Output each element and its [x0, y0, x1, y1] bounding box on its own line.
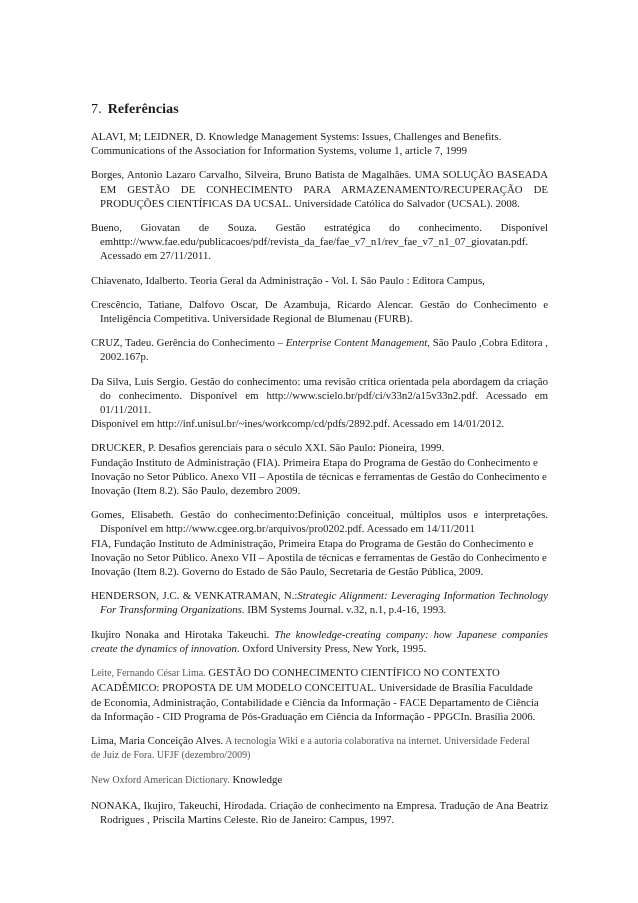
- reference-author: Lima, Maria Conceição Alves.: [91, 734, 224, 747]
- reference-line: ALAVI, M; LEIDNER, D. Knowledge Management Systems: Issues, Challenges and Benefits.: [91, 131, 502, 143]
- reference-oxford: [91, 773, 548, 788]
- reference-line: Inovação no Setor Público. Anexo VII – Apostila de técnicas e ferramentas de Gestão do Conhecimento e: [91, 551, 547, 564]
- reference-gomes: [91, 508, 548, 579]
- reference-cruz: [91, 336, 548, 364]
- reference-lima: [91, 734, 548, 763]
- reference-text: [91, 628, 548, 656]
- reference-line: Fundação Instituto de Administração (FIA). Primeira Etapa do Programa de Gestão do Conhecimento e: [91, 456, 538, 469]
- reference-line: [91, 666, 548, 681]
- reference-line: Inovação (Item 8.2). São Paulo, dezembro 2009.: [91, 485, 301, 498]
- reference-segment: Knowledge: [229, 774, 283, 787]
- reference-line: da Informação - CID Programa de Pós-Graduação em Ciência da Informação - PPGCIn. Brasília 2006.: [91, 710, 536, 723]
- reference-line: ACADÊMICO: PROPOSTA DE UM MODELO CONCEITUAL. Universidade de Brasília Faculdade: [91, 682, 533, 695]
- section-number: 7.: [91, 102, 102, 117]
- reference-leite: [91, 666, 548, 724]
- reference-italic: The knowledge-creating company: how Japanese companies create the dynamics of innovation: [91, 628, 548, 655]
- reference-segment: Ikujiro Nonaka and Hirotaka Takeuchi.: [91, 628, 275, 641]
- reference-text: Gomes, Elisabeth. Gestão do conhecimento:Definição conceitual, múltiplos usos e interpretações. Disponível em http://www.cgee.org.br/arquivos/pro0202.pdf. Acessado em 14/11/2011: [91, 509, 548, 536]
- reference-italic: Strategic Alignment: Leveraging Information Technology For Transforming Organizations: [100, 590, 548, 617]
- section-title: Referências: [107, 102, 179, 117]
- reference-segment: . IBM Systems Journal. v.32, n.1, p.4-16, 1993.: [241, 604, 447, 617]
- reference-alavi: [91, 130, 548, 158]
- reference-line: DRUCKER, P. Desafios gerenciais para o século XXI. São Paulo: Pioneira, 1999.: [91, 442, 445, 455]
- reference-crescencio: [91, 298, 548, 326]
- reference-bueno: [91, 221, 548, 264]
- reference-borges: [91, 168, 548, 211]
- reference-line: Disponível em http://inf.unisul.br/~ines/workcomp/cd/pdfs/2892.pdf. Acessado em 14/01/2012.: [91, 418, 505, 431]
- reference-line: FIA, Fundação Instituto de Administração, Primeira Etapa do Programa de Gestão do Conhecimento e: [91, 537, 534, 550]
- reference-henderson: [91, 589, 548, 617]
- reference-italic: Enterprise Content Management: [285, 337, 428, 350]
- reference-segment: , São Paulo ,Cobra Editora , 2002.167p.: [100, 337, 548, 364]
- reference-nonaka-takeuchi: [91, 628, 548, 656]
- reference-line: de Juiz de Fora. UFJF (dezembro/2009): [91, 750, 251, 762]
- reference-segment: HENDERSON, J.C. & VENKATRAMAN, N.:: [91, 590, 298, 603]
- reference-chiavenato: [91, 274, 548, 288]
- section-heading: [91, 102, 548, 118]
- reference-line: de Economia, Administração, Contabilidade e Ciência da Informação - FACE Departamento de Ciência: [91, 696, 539, 709]
- reference-text: Bueno, Giovatan de Souza. Gestão estratégica do conhecimento. Disponível emhttp://www.fae.edu/publicacoes/pdf/revista_da_fae/fae_v7_n1/rev_fae_v7_n1_07_giovatan.pdf. Acessado em 27/11/2011.: [91, 222, 548, 263]
- reference-drucker: [91, 441, 548, 498]
- reference-line: [91, 773, 548, 788]
- reference-text: [91, 336, 548, 364]
- reference-text: Borges, Antonio Lazaro Carvalho, Silveira, Bruno Batista de Magalhães. UMA SOLUÇÃO BASEADA EM GESTÃO DE CONHECIMENTO PARA ARMAZENAMENTO/RECUPERAÇÃO DE PRODUÇÕES CIENTÍFICAS DA UCSAL. Universidade Católica do Salvador (UCSAL). 2008.: [91, 169, 548, 210]
- reference-title: New Oxford American Dictionary.: [91, 775, 230, 787]
- reference-segment: . Oxford University Press, New York, 1995.: [236, 642, 427, 655]
- reference-line: Inovação no Setor Público. Anexo VII – Apostila de técnicas e ferramentas de Gestão do Conhecimento e: [91, 470, 547, 483]
- reference-segment: CRUZ, Tadeu. Gerência do Conhecimento –: [91, 337, 286, 350]
- reference-text: NONAKA, Ikujiro, Takeuchi, Hirodada. Criação de conhecimento na Empresa. Tradução de Ana Beatriz Rodrigues , Priscila Martins Celeste. Rio de Janeiro: Campus, 1997.: [91, 799, 548, 826]
- reference-author: Leite, Fernando César Lima.: [91, 668, 206, 680]
- reference-text: Da Silva, Luis Sergio. Gestão do conhecimento: uma revisão crítica orientada pela abordagem da criação do conhecimento. Disponível em http://www.scielo.br/pdf/ci/v33n2/a15v33n2.pdf. Acessado em 01/11/2011.: [91, 375, 548, 417]
- reference-dasilva: [91, 375, 548, 432]
- reference-text: [91, 589, 548, 617]
- reference-text: Chiavenato, Idalberto. Teoria Geral da Administração - Vol. I. São Paulo : Editora Campus,: [91, 274, 485, 287]
- reference-line: [91, 734, 548, 749]
- reference-text: Crescêncio, Tatiane, Dalfovo Oscar, De Azambuja, Ricardo Alencar. Gestão do Conhecimento e Inteligência Competitiva. Universidade Regional de Blumenau (FURB).: [91, 298, 548, 326]
- reference-segment: A tecnologia Wiki e a autoria colaborativa na internet. Universidade Federal: [223, 735, 530, 747]
- reference-line: Inovação (Item 8.2). Governo do Estado de São Paulo, Secretaria de Gestão Pública, 2009.: [91, 566, 484, 579]
- reference-line: Communications of the Association for Information Systems, volume 1, article 7, 1999: [91, 145, 468, 158]
- reference-nonaka-criacao: [91, 799, 548, 827]
- reference-segment: GESTÃO DO CONHECIMENTO CIENTÍFICO NO CONTEXTO: [205, 667, 500, 680]
